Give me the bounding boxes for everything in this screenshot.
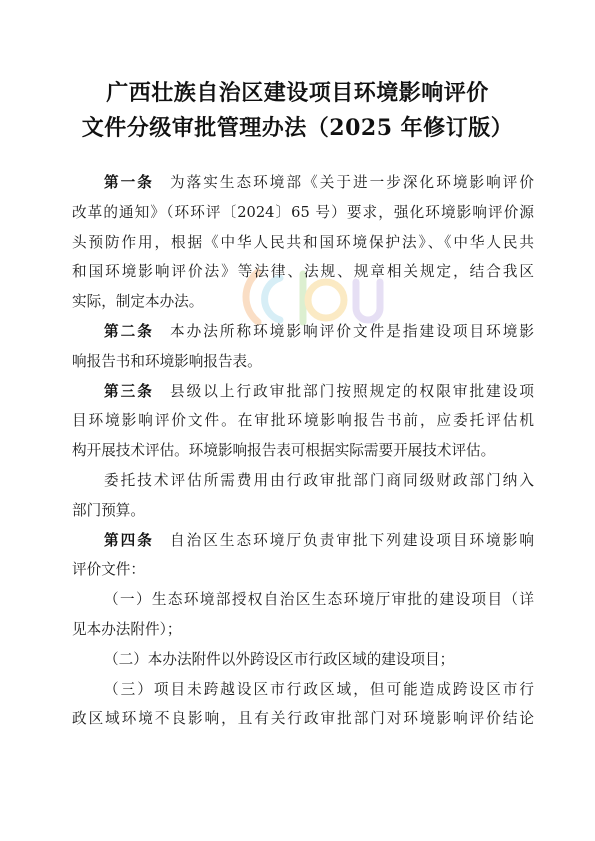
article-1-line-4: 和国环境影响评价法》等法律、法规、规章相关规定，结合我区 — [72, 263, 534, 281]
article-1-line-5: 实际，制定本办法。 — [72, 293, 204, 311]
article-4-line-2: 评价文件： — [72, 561, 145, 579]
article-1-text: 为落实生态环境部《关于进一步深化环境影响评价 — [167, 174, 534, 191]
article-2-heading: 第二条 — [104, 322, 154, 340]
item-3-line-1: （三）项目未跨越设区市行政区域，但可能造成跨设区市行 — [104, 680, 534, 698]
article-2-line-2: 响报告书和环境影响报告表。 — [72, 352, 262, 370]
item-1-line-2: 见本办法附件）； — [72, 620, 182, 638]
article-3-line-3: 构开展技术评估。环境影响报告表可根据实际需要开展技术评估。 — [72, 442, 496, 460]
article-4-line-1 — [72, 526, 534, 556]
document-body — [72, 168, 534, 734]
article-3-line-1 — [72, 377, 534, 407]
fee-paragraph-line-2: 部门预算。 — [72, 501, 145, 519]
article-3-line-2: 目环境影响评价文件。在审批环境影响报告书前，应委托评估机 — [72, 412, 534, 430]
document-title-line-1: 广西壮族自治区建设项目环境影响评价 — [106, 80, 489, 106]
article-3-heading: 第三条 — [104, 382, 154, 400]
article-4-heading: 第四条 — [104, 531, 154, 549]
article-1-line-2: 改革的通知》（环环评〔2024〕65 号）要求，强化环境影响评价源 — [72, 203, 534, 221]
article-1-line-1 — [72, 168, 534, 198]
item-2-line-1: （二）本办法附件以外跨设区市行政区域的建设项目； — [104, 650, 455, 668]
document-title-line-2: 文件分级审批管理办法（2025 年修订版） — [81, 115, 514, 141]
article-4-text: 自治区生态环境厅负责审批下列建设项目环境影响 — [167, 531, 534, 549]
article-2-line-1 — [72, 317, 534, 347]
article-1-line-3: 头预防作用，根据《中华人民共和国环境保护法》、《中华人民共 — [72, 233, 534, 251]
item-1-line-1: （一）生态环境部授权自治区生态环境厅审批的建设项目（详 — [104, 591, 534, 609]
fee-paragraph-line-1: 委托技术评估所需费用由行政审批部门商同级财政部门纳入 — [104, 471, 534, 489]
article-1-heading: 第一条 — [104, 174, 154, 191]
item-3-line-2: 政区域环境不良影响，且有关行政审批部门对环境影响评价结论 — [72, 710, 534, 728]
article-3-text: 县级以上行政审批部门按照规定的权限审批建设项 — [167, 382, 534, 400]
article-2-text: 本办法所称环境影响评价文件是指建设项目环境影 — [167, 322, 534, 340]
